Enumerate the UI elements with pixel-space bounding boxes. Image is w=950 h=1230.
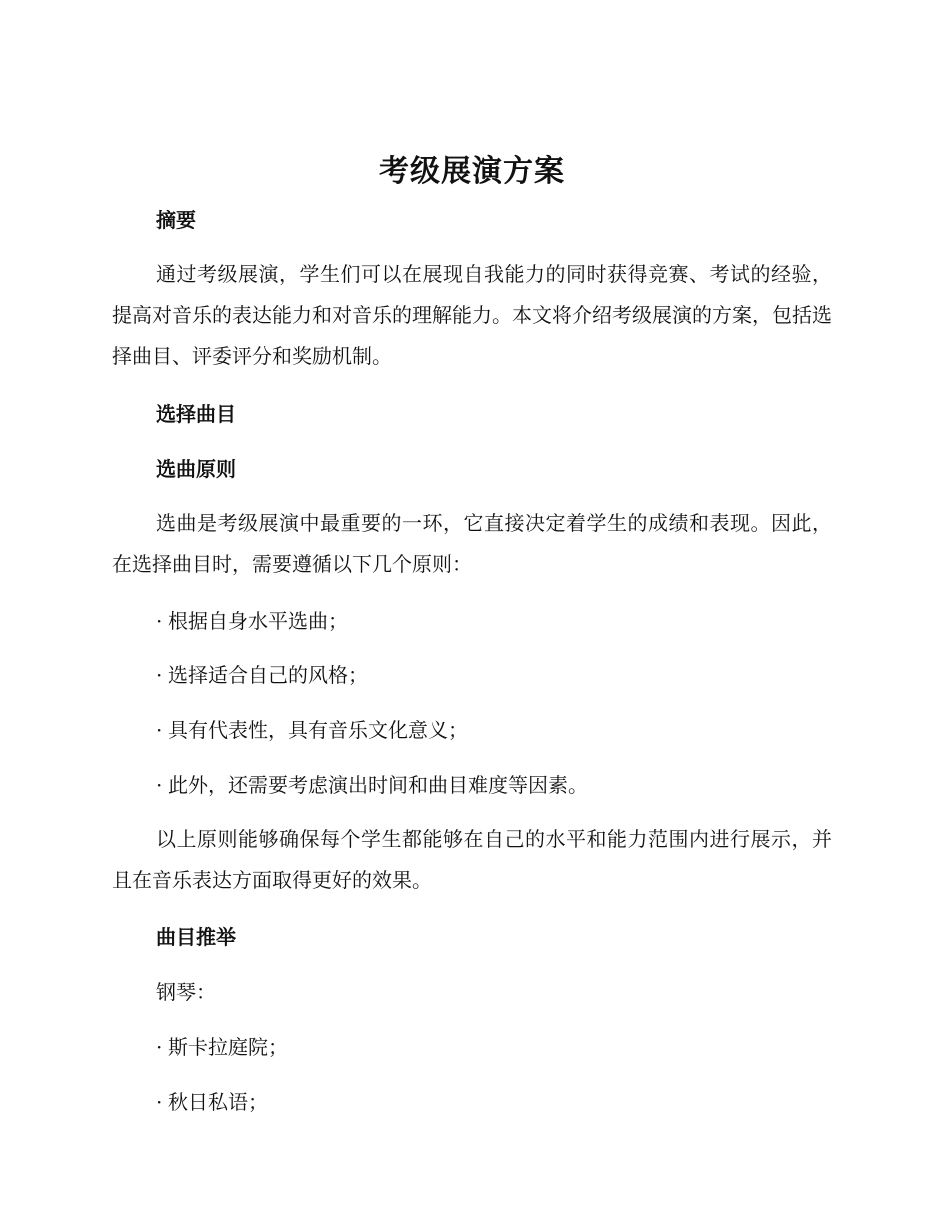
document-page [112, 0, 832, 1230]
bullet-mark: · [156, 1035, 163, 1059]
principle-item-4 [156, 771, 588, 799]
piano-piece-text: 秋日私语； [168, 1090, 268, 1114]
bullet-mark: · [156, 718, 163, 742]
piano-piece-text: 斯卡拉庭院； [168, 1035, 288, 1059]
principles-heading: 选曲原则 [156, 457, 236, 481]
piano-label: 钢琴： [156, 980, 216, 1004]
principle-item-text: 此外，还需要考虑演出时间和曲目难度等因素。 [168, 773, 588, 797]
principle-item-3 [156, 716, 468, 744]
bullet-mark: · [156, 1090, 163, 1114]
principles-intro-paragraph: 选曲是考级展演中最重要的一环，它直接决定着学生的成绩和表现。因此，在选择曲目时，需要遵循以下几个原则： [112, 511, 832, 576]
principle-item-1 [156, 607, 348, 635]
bullet-mark: · [156, 663, 163, 687]
abstract-paragraph: 通过考级展演，学生们可以在展现自我能力的同时获得竞赛、考试的经验，提高对音乐的表达能力和对音乐的理解能力。本文将介绍考级展演的方案，包括选择曲目、评委评分和奖励机制。 [112, 262, 832, 368]
document-title: 考级展演方案 [379, 154, 565, 189]
piano-piece-2 [156, 1088, 268, 1116]
bullet-mark: · [156, 609, 163, 633]
abstract-heading: 摘要 [156, 208, 196, 232]
principle-item-text: 具有代表性，具有音乐文化意义； [168, 718, 468, 742]
select-pieces-heading: 选择曲目 [156, 402, 236, 426]
principle-item-text: 选择适合自己的风格； [168, 663, 368, 687]
recommend-heading: 曲目推举 [156, 925, 236, 949]
piano-piece-1 [156, 1033, 288, 1061]
principle-item-2 [156, 661, 368, 689]
principle-item-text: 根据自身水平选曲； [168, 609, 348, 633]
principles-summary-paragraph: 以上原则能够确保每个学生都能够在自己的水平和能力范围内进行展示，并且在音乐表达方面取得更好的效果。 [112, 827, 832, 892]
bullet-mark: · [156, 773, 163, 797]
